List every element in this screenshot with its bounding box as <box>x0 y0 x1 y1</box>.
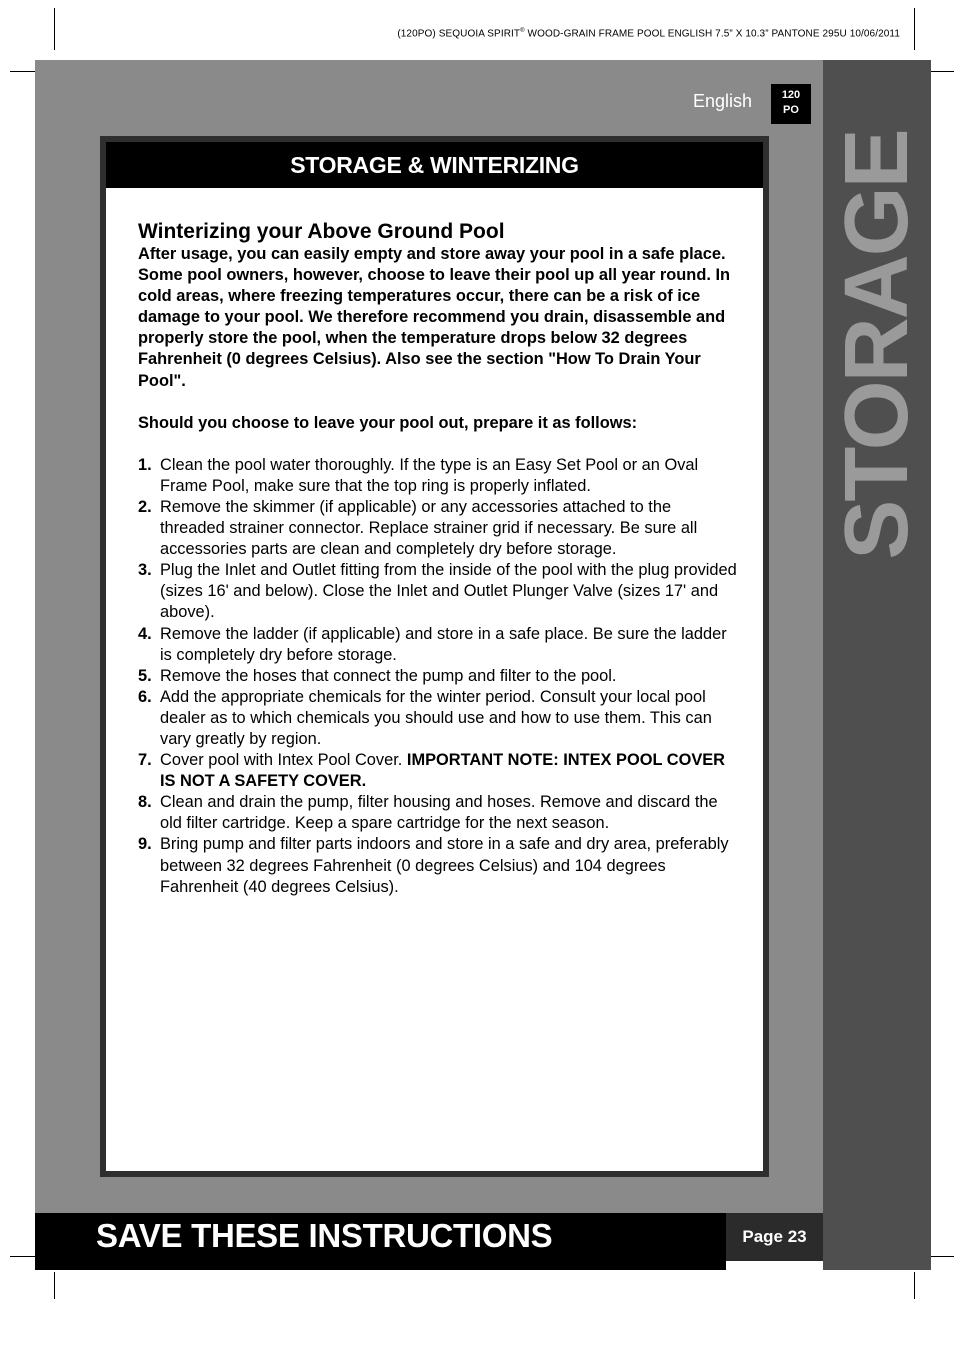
content-heading: Winterizing your Above Ground Pool <box>138 220 505 243</box>
step-item <box>138 497 738 560</box>
print-header-prefix: (120PO) SEQUOIA SPIRIT <box>397 28 521 40</box>
crop-mark <box>914 1272 915 1299</box>
step-text: Clean and drain the pump, filter housing and hoses. Remove and discard the old filter cartridge. Keep a spare cartridge for the next season. <box>160 793 718 833</box>
step-number: 3. <box>138 561 152 580</box>
step-text: Plug the Inlet and Outlet fitting from the inside of the pool with the plug provided (sizes 16' and below). Close the Inlet and Outlet Plunger Valve (sizes 17' and above). <box>160 561 737 622</box>
step-item <box>138 666 738 687</box>
step-number: 7. <box>138 751 152 770</box>
content-body <box>138 220 738 898</box>
step-number: 6. <box>138 687 152 706</box>
step-item <box>138 792 738 834</box>
step-number: 2. <box>138 497 152 516</box>
step-item <box>138 834 738 897</box>
model-badge <box>771 84 811 124</box>
side-tab <box>823 60 931 1270</box>
model-badge-line2: PO <box>783 104 799 116</box>
step-text: Remove the hoses that connect the pump and filter to the pool. <box>160 666 617 685</box>
section-title: STORAGE & WINTERIZING <box>106 142 763 188</box>
step-text: Bring pump and filter parts indoors and store in a safe and dry area, preferably between 32 degrees Fahrenheit (0 degrees Celsius) and 104 degrees Fahrenheit (40 degrees Celsius). <box>160 835 729 896</box>
crop-mark <box>914 8 915 50</box>
step-text: Remove the skimmer (if applicable) or any accessories attached to the threaded strainer connector. Replace strainer grid if necessary. Be sure all accessories parts are clean and completely dry before storage. <box>160 497 698 559</box>
step-number: 9. <box>138 835 152 854</box>
step-text: Cover pool with Intex Pool Cover. <box>160 751 407 770</box>
step-number: 8. <box>138 793 152 812</box>
intro-paragraph: After usage, you can easily empty and store away your pool in a safe place. Some pool owners, however, choose to leave their pool up all year round. In cold areas, where freezing temperatures occur, there can be a risk of ice damage to your pool. We therefore recommend you drain, disassemble and properly store the pool, when the temperature drops below 32 degrees Fahrenheit (0 degrees Celsius). Also see the section "How To Drain Your Pool". <box>138 245 731 390</box>
step-text: Remove the ladder (if applicable) and store in a safe place. Be sure the ladder is completely dry before storage. <box>160 624 727 664</box>
crop-mark <box>54 1272 55 1299</box>
step-item <box>138 455 738 497</box>
step-item <box>138 750 738 792</box>
print-header-suffix: WOOD-GRAIN FRAME POOL ENGLISH 7.5” X 10.3” PANTONE 295U 10/06/2011 <box>524 28 900 40</box>
page-number: Page 23 <box>726 1213 823 1261</box>
footer-title: SAVE THESE INSTRUCTIONS <box>96 1217 553 1254</box>
content-panel <box>100 136 769 1177</box>
language-label: English <box>693 91 753 111</box>
step-number: 5. <box>138 666 152 685</box>
step-number: 4. <box>138 624 152 643</box>
step-number: 1. <box>138 455 152 474</box>
crop-mark <box>54 8 55 50</box>
prep-paragraph: Should you choose to leave your pool out, prepare it as follows: <box>138 413 638 432</box>
step-text: Add the appropriate chemicals for the winter period. Consult your local pool dealer as to which chemicals you should use and how to use them. This can vary greatly by region. <box>160 687 712 748</box>
important-note: IMPORTANT NOTE: INTEX POOL COVER IS NOT A SAFETY COVER. <box>160 751 726 791</box>
step-text: Clean the pool water thoroughly. If the type is an Easy Set Pool or an Oval Frame Pool, make sure that the top ring is properly inflated. <box>160 455 699 495</box>
step-item <box>138 687 738 750</box>
step-item <box>138 560 738 623</box>
steps-list <box>138 455 738 898</box>
footer-bar <box>35 1213 726 1270</box>
print-header <box>397 28 900 39</box>
step-item <box>138 624 738 666</box>
side-tab-word: STORAGE <box>827 130 927 560</box>
trademark-symbol: ® <box>520 28 525 34</box>
model-badge-line1: 120 <box>781 89 801 101</box>
